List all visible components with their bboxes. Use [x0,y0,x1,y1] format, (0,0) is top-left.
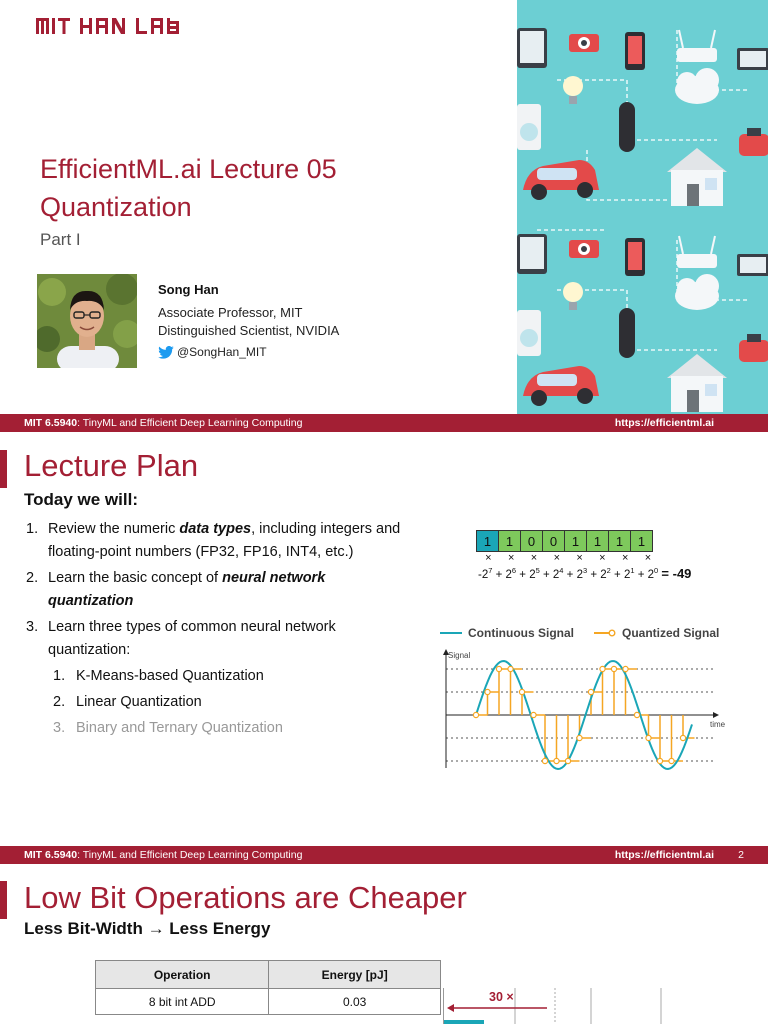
author-role-nvidia: Distinguished Scientist, NVIDIA [158,323,340,338]
quantized-sample-point [623,666,628,671]
lecture-subtitle: Part I [40,230,81,249]
quantized-sample-point [508,666,513,671]
quantized-sample-point [657,758,662,763]
quantization-signal-diagram [436,646,736,776]
author-name: Song Han [158,282,219,297]
bit-cell: 1 [608,530,631,552]
lecture-plan-slide [0,432,768,864]
slide-subtitle: Today we will: [24,490,138,509]
title-slide [0,0,768,432]
author-photo [37,274,137,368]
svg-text:time: time [710,720,726,729]
iot-devices-illustration [517,0,768,414]
quantized-sample-point [577,735,582,740]
energy-table [95,960,441,1015]
bit-cell: 1 [564,530,587,552]
quantized-sample-point [542,758,547,763]
binary-bits-row [477,530,653,552]
bit-cell: 1 [630,530,653,552]
title-accent-bar [0,881,7,919]
page-number: 2 [738,849,744,861]
quantized-sample-point [611,666,616,671]
table-header: Operation [96,961,269,989]
quantized-sample-point [600,666,605,671]
quantized-sample-point [531,712,536,717]
quantized-sample-point [634,712,639,717]
list-item: 1. Review the numeric data types, including integers and floating-point numbers (FP32, FP16, INT4, etc.) [26,521,401,560]
multiply-signs: × × × × × × × × [485,552,652,564]
plan-list [26,518,406,743]
signal-legend [440,626,719,640]
sub-list-item: 1. K-Means-based Quantization [53,668,264,684]
quantized-sample-point [519,689,524,694]
slide-title: Lecture Plan [24,448,199,483]
quantized-sample-point [554,758,559,763]
quantized-sample-point [485,689,490,694]
legend-quantized: Quantized Signal [594,626,719,640]
binary-equation: $-2^7 + 2^6 + 2^5 + 2^4 + 2^3 + 2^2 + 2^1 + 2^0 = -49$ [478,566,692,581]
slide2-footer: MIT 6.5940: TinyML and Efficient Deep Learning Computing https://efficientml.ai 2 [0,846,768,864]
quantized-sample-point [669,758,674,763]
legend-continuous: Continuous Signal [468,626,574,640]
table-header: Energy [pJ] [269,961,441,989]
twitter-bird-icon [158,346,174,359]
table-row: 8 bit int ADD 0.03 [96,989,441,1015]
slide-title: Low Bit Operations are Cheaper [24,880,467,915]
quantized-sample-point [680,735,685,740]
energy-bar-chart-partial [443,984,673,1024]
course-url-link[interactable]: https://efficientml.ai [614,849,714,861]
sub-list-item: 2. Linear Quantization [53,694,202,710]
bit-cell: 0 [520,530,543,552]
author-role-mit: Associate Professor, MIT [158,305,303,320]
slide-subtitle: Less Bit-Width → Less Energy [24,919,271,938]
quantized-sample-point [565,758,570,763]
quantized-sample-point [496,666,501,671]
twitter-handle[interactable]: @SongHan_MIT [158,345,267,359]
mit-han-lab-logo [36,16,196,36]
title-accent-bar [0,450,7,488]
quantized-sample-point [473,712,478,717]
quantized-sample-point [588,689,593,694]
bit-cell: 0 [542,530,565,552]
list-item: 3. Learn three types of common neural network quantization: [26,619,336,658]
course-url-link[interactable]: https://efficientml.ai [614,417,714,429]
quantized-sample-point [646,735,651,740]
low-bit-operations-slide [0,864,768,1024]
sub-list-item-inactive: 3. Binary and Ternary Quantization [53,720,283,736]
svg-text:30 ×: 30 × [489,990,514,1004]
sign-bit: 1 [476,530,499,552]
slide1-footer: MIT 6.5940: TinyML and Efficient Deep Learning Computing https://efficientml.ai [0,414,768,432]
lecture-title: EfficientML.ai Lecture 05 Quantization [40,154,337,222]
svg-text:Signal: Signal [448,651,471,660]
bit-cell: 1 [498,530,521,552]
list-item: 2. Learn the basic concept of neural network quantization [26,570,326,609]
bit-cell: 1 [586,530,609,552]
